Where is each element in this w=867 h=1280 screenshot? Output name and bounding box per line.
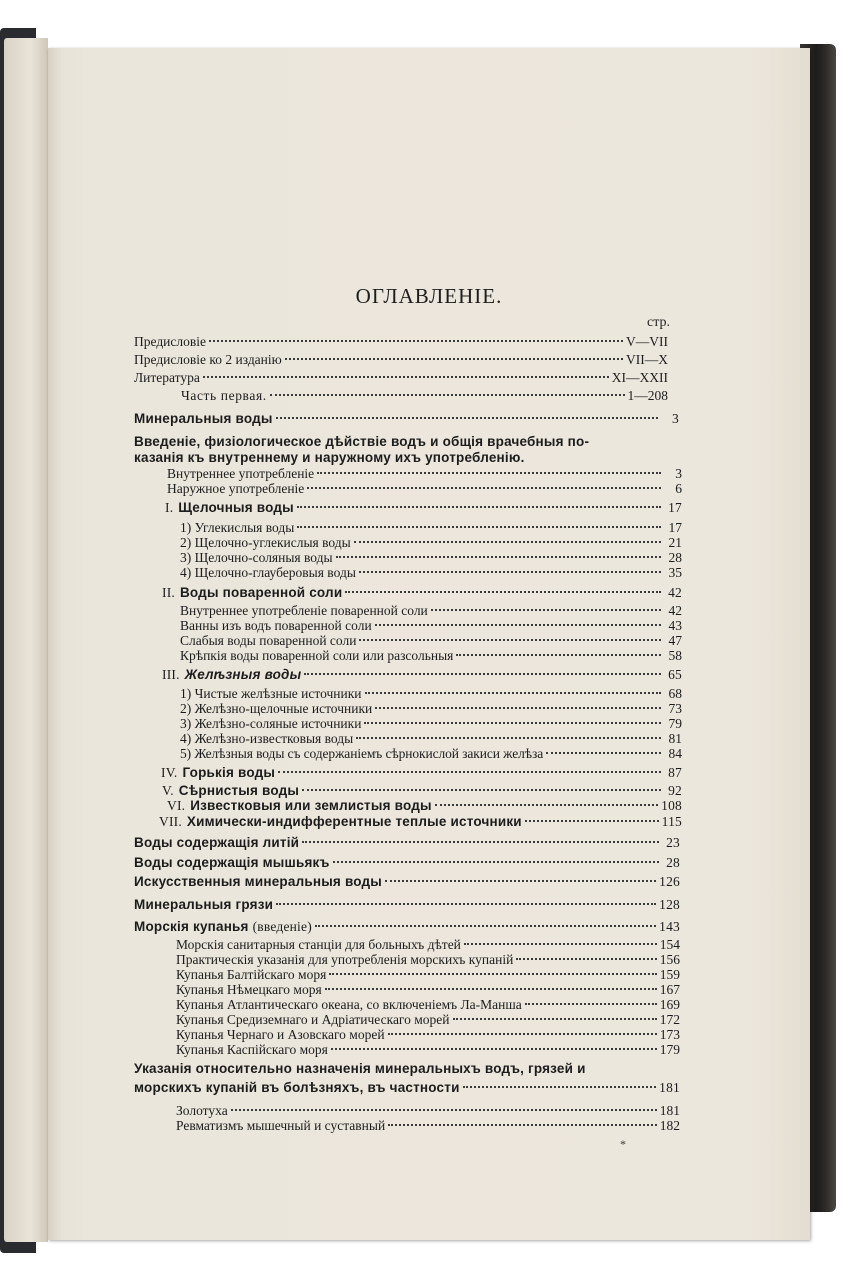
toc-entry-alkaline-waters[interactable]: I. Щелочныя воды 17 (165, 500, 682, 515)
page-title: ОГЛАВЛЕНІЕ. (355, 284, 503, 308)
toc-entry-black-sea[interactable]: Купанья Чернаго и Азовскаго морей 173 (176, 1027, 680, 1042)
toc-entry-baltic-sea[interactable]: Купанья Балтійскаго моря 159 (176, 967, 680, 982)
toc-entry-internal-use[interactable]: Внутреннее употребленіе 3 (167, 466, 682, 481)
toc-entry-scrofula[interactable]: Золотуха 181 (176, 1103, 680, 1118)
toc-entry-iron-sulfate-waters[interactable]: 5) Желѣзныя воды съ содержаніемъ сѣрнокислой закиси желѣза 84 (180, 746, 682, 761)
toc-entry-alkaline-carbonic-waters[interactable]: 2) Щелочно-углекислыя воды 21 (180, 535, 682, 550)
toc-entry-alkaline-saline-waters[interactable]: 3) Щелочно-соляныя воды 28 (180, 550, 682, 565)
toc-entry-bitter-waters[interactable]: IV. Горькія воды 87 (161, 765, 682, 780)
toc-entry-iron-saline-springs[interactable]: 3) Желѣзно-соляные источники 79 (180, 716, 682, 731)
toc-entry-introduction-line1[interactable]: Введеніе, физіологическое дѣйствіе водъ и общія врачебныя по- (134, 434, 590, 449)
toc-entry-pure-iron-springs[interactable]: 1) Чистые желѣзные источники 68 (180, 686, 682, 701)
toc-entry-indications-line1[interactable]: Указанія относительно назначенія минеральныхъ водъ, грязей и (134, 1061, 586, 1076)
toc-entry-introduction-line2[interactable]: казанія къ внутреннему и наружному ихъ употребленію. (134, 450, 525, 465)
toc-entry-practical-instructions[interactable]: Практическія указанія для употребленія морскихъ купаній 156 (176, 952, 680, 967)
toc-entry-carbonic-waters[interactable]: 1) Углекислыя воды 17 (180, 520, 682, 535)
toc-entry-literature[interactable]: Литература XI—XXII (134, 370, 668, 385)
left-page-edge (4, 38, 48, 1242)
toc-entry-sulfur-waters[interactable]: V. Сѣрнистыя воды 92 (162, 783, 682, 798)
toc-entry-indications-line2[interactable]: морскихъ купаній въ болѣзняхъ, въ частности 181 (134, 1080, 680, 1095)
toc-entry-salt-waters[interactable]: II. Воды поваренной соли 42 (162, 585, 682, 600)
toc-entry-alkaline-glauber-waters[interactable]: 4) Щелочно-глауберовыя воды 35 (180, 565, 682, 580)
toc-entry-indifferent-warm-springs[interactable]: VII. Химически-индифферентные теплые источники 115 (159, 814, 682, 829)
toc-entry-sea-sanitary-stations[interactable]: Морскія санитарныя станціи для больныхъ дѣтей 154 (176, 937, 680, 952)
toc-entry-rheumatism[interactable]: Ревматизмъ мышечный и суставный 182 (176, 1118, 680, 1133)
toc-entry-mediterranean-sea[interactable]: Купанья Средиземнаго и Адріатическаго морей 172 (176, 1012, 680, 1027)
page-column-label: стр. (647, 315, 671, 330)
toc-entry-salt-internal-use[interactable]: Внутреннее употребленіе поваренной соли 42 (180, 603, 682, 618)
toc-entry-artificial-waters[interactable]: Искусственныя минеральныя воды 126 (134, 874, 680, 889)
toc-entry-lithium-waters[interactable]: Воды содержащія литій 23 (134, 835, 680, 850)
toc-entry-german-sea[interactable]: Купанья Нѣмецкаго моря 167 (176, 982, 680, 997)
toc-entry-preface-2nd-edition[interactable]: Предисловіе ко 2 изданію VII—X (134, 352, 668, 367)
toc-entry-external-use[interactable]: Наружное употребленіе 6 (167, 481, 682, 496)
toc-entry-weak-salt-waters[interactable]: Слабыя воды поваренной соли 47 (180, 633, 682, 648)
toc-entry-calcareous-waters[interactable]: VI. Известковыя или землистыя воды 108 (167, 798, 682, 813)
toc-entry-iron-waters[interactable]: III. Желѣзныя воды 65 (162, 667, 682, 682)
toc-entry-sea-bathing[interactable]: Морскія купанья (введеніе) 143 (134, 919, 680, 934)
toc-entry-strong-salt-waters[interactable]: Крѣпкія воды поваренной соли или разсольныя 58 (180, 648, 682, 663)
toc-entry-mineral-muds[interactable]: Минеральныя грязи 128 (134, 897, 680, 912)
contents-page (48, 48, 810, 1240)
toc-entry-salt-baths[interactable]: Ванны изъ водъ поваренной соли 43 (180, 618, 682, 633)
toc-entry-atlantic-ocean[interactable]: Купанья Атлантическаго океана, со включеніемъ Ла-Манша 169 (176, 997, 680, 1012)
toc-entry-iron-calcareous-waters[interactable]: 4) Желѣзно-известковыя воды 81 (180, 731, 682, 746)
footer-mark: * (620, 1137, 626, 1151)
toc-entry-preface[interactable]: Предисловіе V—VII (134, 334, 668, 349)
toc-entry-mineral-waters[interactable]: Минеральныя воды 3 (134, 411, 679, 426)
toc-entry-caspian-sea[interactable]: Купанья Каспійскаго моря 179 (176, 1042, 680, 1057)
toc-entry-arsenic-waters[interactable]: Воды содержащія мышьякъ 28 (134, 855, 680, 870)
toc-entry-iron-alkaline-springs[interactable]: 2) Желѣзно-щелочные источники 73 (180, 701, 682, 716)
toc-entry-part-one[interactable]: Часть первая. 1—208 (181, 388, 668, 403)
